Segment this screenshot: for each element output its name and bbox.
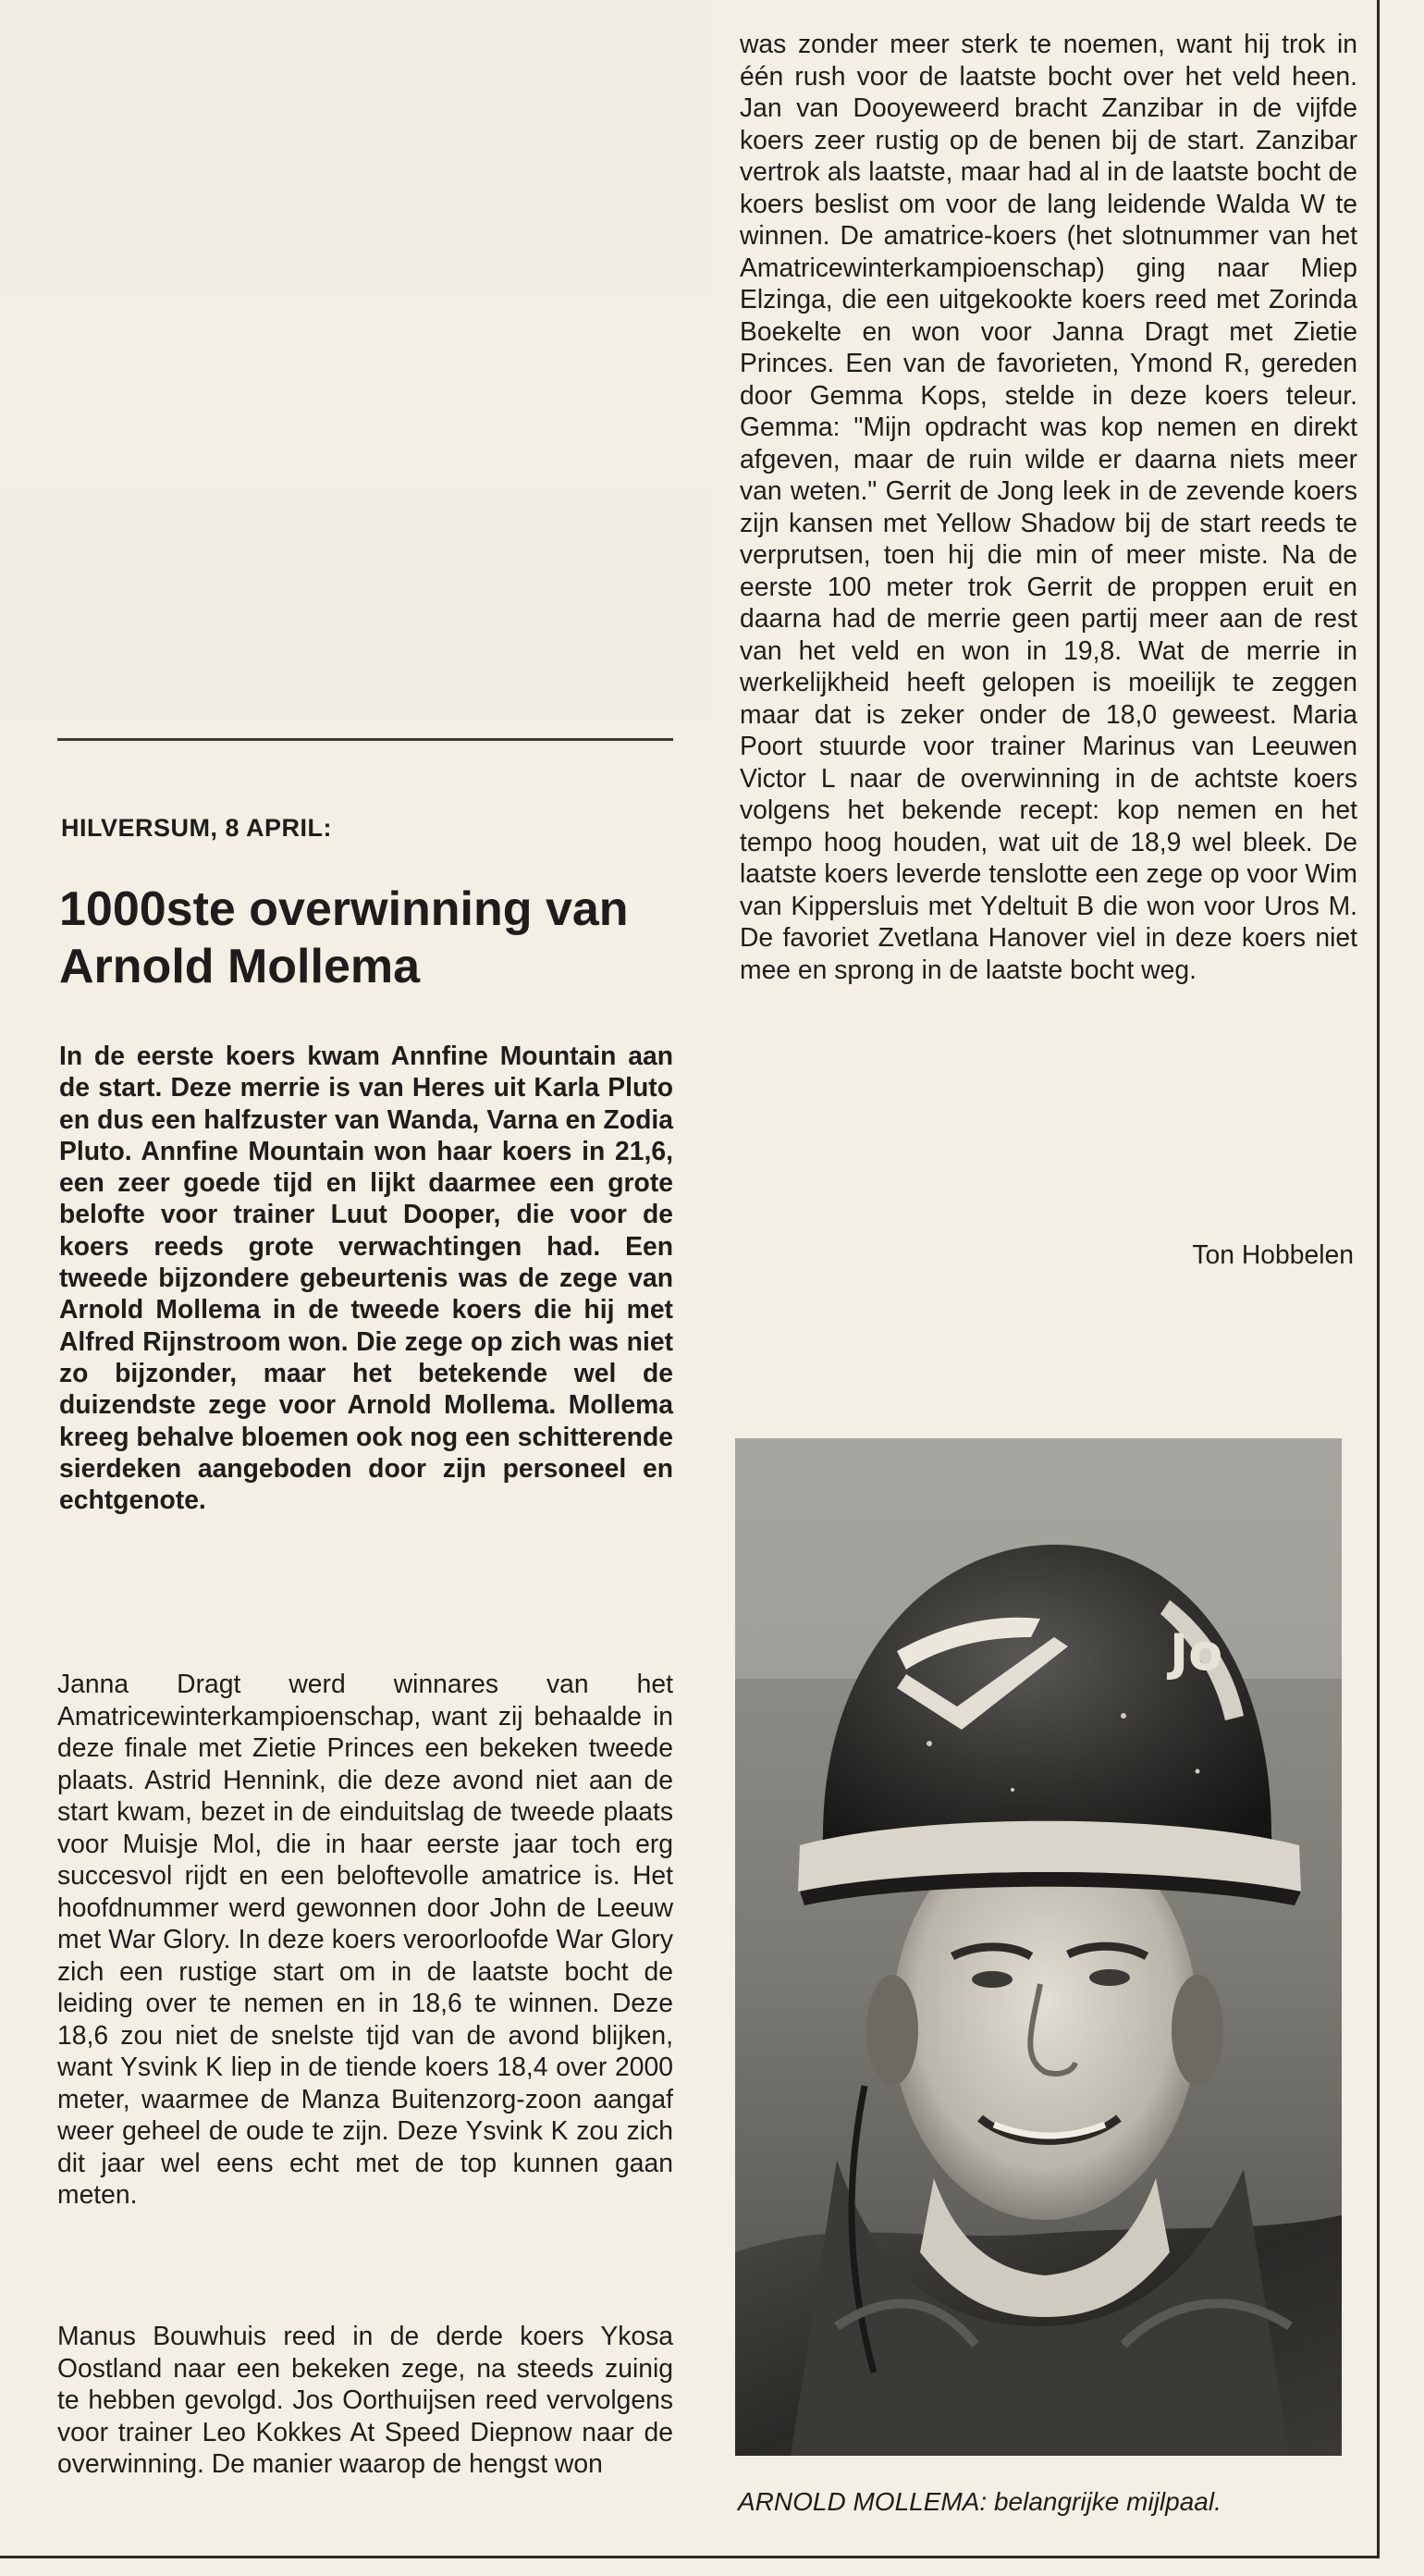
body-text-right: was zonder meer sterk te noemen, want hij trok in één rush voor de laatste bocht over het veld heen. Jan van Dooyeweerd bracht Zanzibar in de vijfde koers zeer rustig op de benen bij de start. Zanzibar vertrok als laatste, maar had al in de laatste bocht de koers beslist om voor de lang leidende Walda W te winnen. De amatrice-koers (het slotnummer van het Amatricewinterkampioenschap) ging naar Miep Elzinga, die een uitgekookte koers reed met Zorinda Boekelte en won voor Janna Dragt met Zietie Princes. Een van de favorieten, Ymond R, gereden door Gemma Kops, stelde in deze koers teleur. Gemma: "Mijn opdracht was kop nemen en direkt afgeven, maar de ruin wilde er daarna niets meer van weten." Gerrit de Jong leek in de zevende koers zijn kansen met Yellow Shadow bij de start reeds te verprutsen, toen hij die min of meer miste. Na de eerste 100 meter trok Gerrit de proppen eruit en daarna had de merrie geen partij meer aan de rest van het veld en won in 19,8. Wat de merrie in werkelijkheid heeft gelopen is moeilijk te zeggen maar dat is zeker onder de 18,0 geweest. Maria Poort stuurde voor trainer Marinus van Leeuwen Victor L naar de overwinning in de achtste koers volgens het bekende recept: kop nemen en het tempo hoog houden, wat uit de 18,9 wel bleek. De laatste koers leverde tenslotte een zege op voor Wim van Kippersluis met Ydeltuit B die won voor Uros M. De favoriet Zvetlana Hanover viel in deze koers niet mee en sprong in de laatste bocht weg. xyxy=(740,29,1357,984)
page-border-right xyxy=(1377,0,1380,2558)
driver-portrait-photo xyxy=(735,1438,1342,2456)
headline: 1000ste overwinning van Arnold Mollema xyxy=(59,882,629,993)
dateline: HILVERSUM, 8 APRIL: xyxy=(61,814,333,842)
body-text-left-1: Janna Dragt werd winnares van het Amatricewinterkampioenschap, want zij behaalde in deze finale met Zietie Princes een bekeken tweede plaats. Astrid Hennink, die deze avond niet aan de start kwam, bezet in de einduitslag de tweede plaats voor Muisje Mol, die in haar eerste jaar toch erg succesvol rijdt en een beloftevolle amatrice is. Het hoofdnummer werd gewonnen door John de Leeuw met War Glory. In deze koers veroorloofde War Glory zich een rustige start om in de laatste bocht de leiding over te nemen en in 18,6 te winnen. Deze 18,6 zou niet de snelste tijd van de avond blijken, want Ysvink K liep in de tiende koers 18,4 over 2000 meter, waarmee de Manza Buitenzorg-zoon aangaf weer geheel de oude te zijn. Deze Ysvink K zou zich dit jaar wel eens echt met de top kunnen gaan meten. xyxy=(57,1669,673,2209)
photo-caption: ARNOLD MOLLEMA: belangrijke mijlpaal. xyxy=(738,2487,1221,2516)
lead-paragraph: In de eerste koers kwam Annfine Mountain aan de start. Deze merrie is van Heres uit Karla Pluto en dus een halfzuster van Wanda, Varna en Zodia Pluto. Annfine Mountain won haar koers in 21,6, een zeer goede tijd en lijkt daarmee een grote belofte voor trainer Luut Dooper, die voor de koers reeds grote verwachtingen had. Een tweede bijzondere gebeurtenis was de zege van Arnold Mollema in de tweede koers die hij met Alfred Rijnstroom won. Die zege op zich was niet zo bijzonder, maar het betekende wel de duizendste zege voor Arnold Mollema. Mollema kreeg behalve bloemen ook nog een schitterende sierdeken aangeboden door zijn personeel en echtgenote. xyxy=(59,1041,673,1515)
page-border-bottom xyxy=(0,2556,1380,2558)
body-text-left-2: Manus Bouwhuis reed in de derde koers Ykosa Oostland naar een bekeken zege, na steeds zuinig te hebben gevolgd. Jos Oorthuijsen reed vervolgens voor trainer Leo Kokkes At Speed Diepnow naar de overwinning. De manier waarop de hengst won xyxy=(57,2321,673,2478)
section-divider xyxy=(57,738,673,741)
svg-text:Jo: Jo xyxy=(1170,1623,1223,1682)
blank-paper-area xyxy=(0,0,712,721)
author-byline: Ton Hobbelen xyxy=(1192,1239,1354,1269)
